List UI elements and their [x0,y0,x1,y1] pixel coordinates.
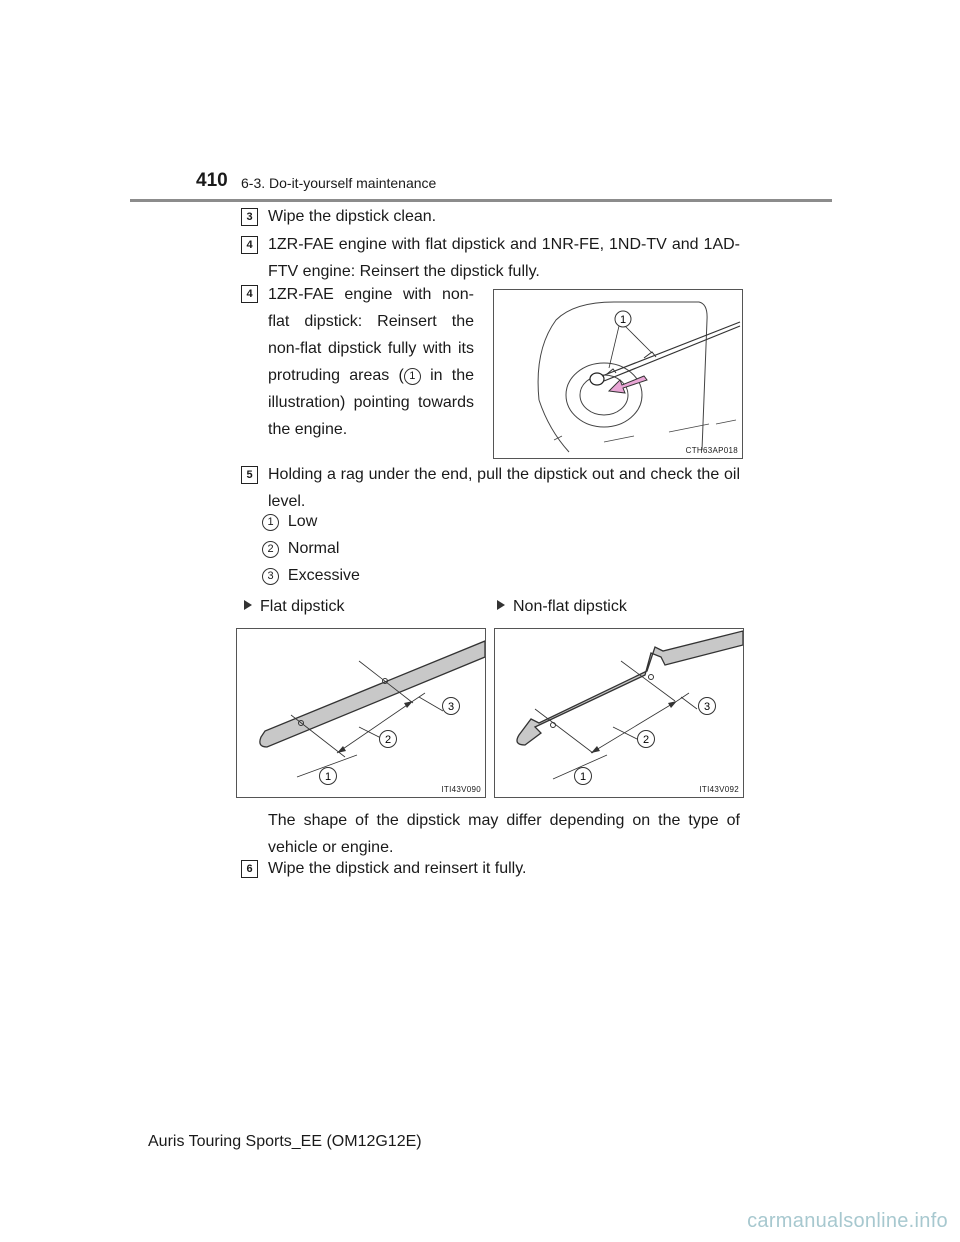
step-number: 5 [241,466,258,484]
step-text: 1ZR-FAE engine with non-flat dipstick: Reinsert the non-flat dipstick fully with its protruding areas ( 1 in the illustration) pointing towards the engine. [268,286,474,438]
watermark: carmanualsonline.info [747,1210,948,1232]
legend-item-excessive: 3 Excessive [262,567,360,585]
nonflat-dipstick-heading: Non-flat dipstick [497,598,627,616]
nonflat-dipstick-illustration [494,628,744,798]
step-number: 4 [241,285,258,303]
section-title: 6-3. Do-it-yourself maintenance [241,175,437,191]
engine-dipstick-drawing [494,290,742,458]
step-text: Holding a rag under the end, pull the dipstick out and check the oil level. [268,466,740,510]
step-text: Wipe the dipstick and reinsert it fully. [268,860,527,877]
callout-marker: 1 [324,771,332,783]
legend-item-low: 1 Low [262,513,317,531]
flat-dipstick-drawing [237,629,485,797]
flat-dipstick-illustration [236,628,486,798]
shape-note: The shape of the dipstick may differ depending on the type of vehicle or engine. [268,812,740,856]
legend-item-normal: 2 Normal [262,540,339,558]
step-number: 4 [241,236,258,254]
callout-marker: 1 [262,514,279,531]
callout-marker: 2 [262,541,279,558]
callout-marker: 2 [642,734,650,746]
step-text: Wipe the dipstick clean. [268,208,437,225]
callout-marker: 3 [447,701,455,713]
nonflat-dipstick-drawing [495,629,743,797]
callout-marker: 3 [262,568,279,585]
figure-code: ITI43V090 [441,785,481,794]
callout-marker: 1 [404,368,421,385]
figure-code: CTH63AP018 [685,446,738,455]
callout-marker: 2 [384,734,392,746]
triangle-bullet-icon [497,600,505,610]
engine-illustration [493,289,743,459]
callout-marker: 3 [703,701,711,713]
callout-marker: 1 [579,771,587,783]
step-text: 1ZR-FAE engine with flat dipstick and 1NR-FE, 1ND-TV and 1AD-FTV engine: Reinsert the dipstick fully. [268,236,740,280]
callout-marker: 1 [619,314,627,326]
step-number: 3 [241,208,258,226]
triangle-bullet-icon [244,600,252,610]
step-number: 6 [241,860,258,878]
page-number: 410 [196,170,228,191]
flat-dipstick-heading: Flat dipstick [244,598,344,616]
figure-code: ITI43V092 [699,785,739,794]
header-rule [130,199,832,202]
footer-manual-id: Auris Touring Sports_EE (OM12G12E) [148,1133,422,1150]
